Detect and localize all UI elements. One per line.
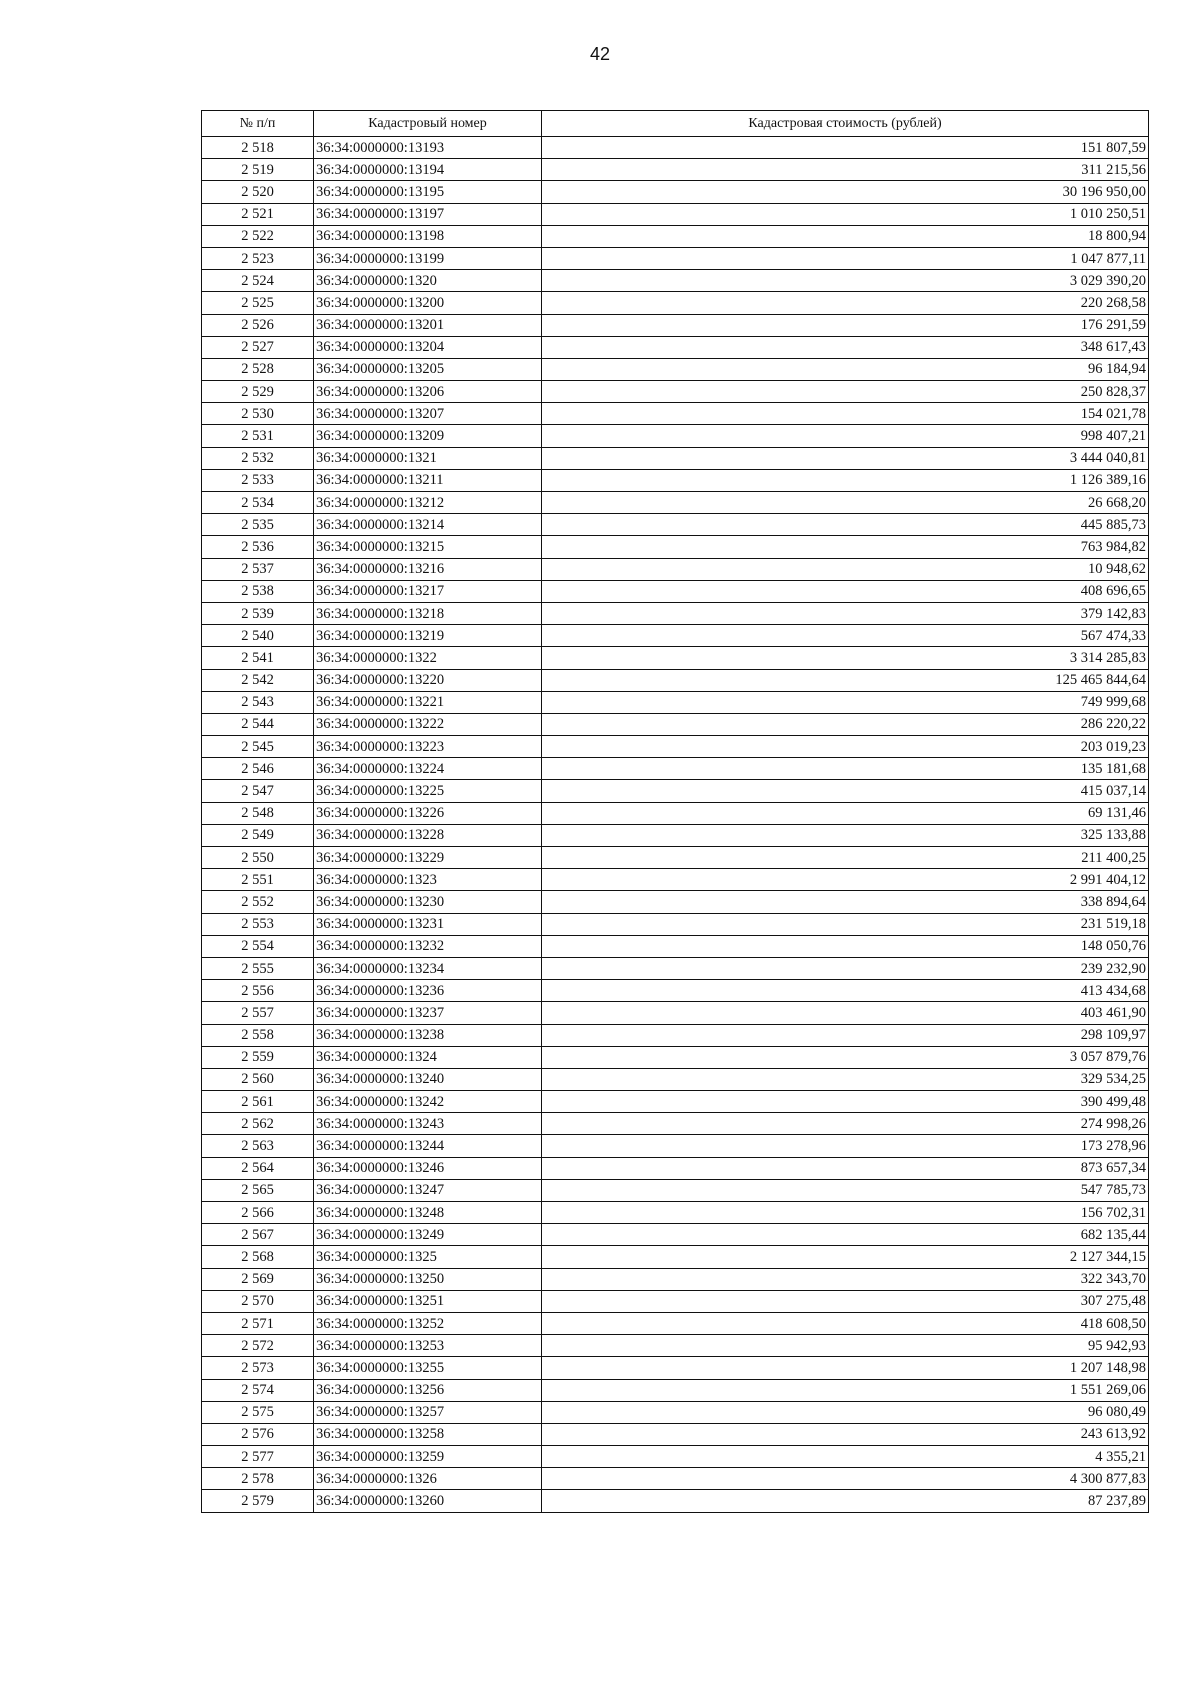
cadastral-value-cell: 1 047 877,11 xyxy=(542,247,1149,269)
cadastral-number-cell: 36:34:0000000:13209 xyxy=(314,425,542,447)
table-row xyxy=(202,891,1149,913)
table-row xyxy=(202,425,1149,447)
row-number-cell: 2 570 xyxy=(202,1290,314,1312)
table-row xyxy=(202,225,1149,247)
cadastral-number-cell: 36:34:0000000:13247 xyxy=(314,1179,542,1201)
cadastral-value-cell: 1 207 148,98 xyxy=(542,1357,1149,1379)
cadastral-value-cell: 379 142,83 xyxy=(542,602,1149,624)
row-number-cell: 2 576 xyxy=(202,1423,314,1445)
cadastral-value-cell: 2 991 404,12 xyxy=(542,869,1149,891)
header-cadastral-number: Кадастровый номер xyxy=(314,111,542,137)
row-number-cell: 2 550 xyxy=(202,847,314,869)
table-row xyxy=(202,1446,1149,1468)
row-number-cell: 2 560 xyxy=(202,1068,314,1090)
cadastral-value-table xyxy=(201,110,1149,1513)
cadastral-value-cell: 2 127 344,15 xyxy=(542,1246,1149,1268)
row-number-cell: 2 565 xyxy=(202,1179,314,1201)
cadastral-value-cell: 1 126 389,16 xyxy=(542,469,1149,491)
row-number-cell: 2 556 xyxy=(202,980,314,1002)
cadastral-value-cell: 148 050,76 xyxy=(542,935,1149,957)
cadastral-value-cell: 390 499,48 xyxy=(542,1091,1149,1113)
row-number-cell: 2 524 xyxy=(202,270,314,292)
cadastral-value-cell: 3 029 390,20 xyxy=(542,270,1149,292)
cadastral-value-cell: 298 109,97 xyxy=(542,1024,1149,1046)
table-row xyxy=(202,580,1149,602)
cadastral-number-cell: 36:34:0000000:13258 xyxy=(314,1423,542,1445)
cadastral-number-cell: 36:34:0000000:13214 xyxy=(314,514,542,536)
cadastral-number-cell: 36:34:0000000:13200 xyxy=(314,292,542,314)
table-row xyxy=(202,558,1149,580)
row-number-cell: 2 555 xyxy=(202,957,314,979)
table-row xyxy=(202,625,1149,647)
table-row xyxy=(202,847,1149,869)
cadastral-number-cell: 36:34:0000000:13212 xyxy=(314,492,542,514)
table-row xyxy=(202,1335,1149,1357)
row-number-cell: 2 548 xyxy=(202,802,314,824)
row-number-cell: 2 572 xyxy=(202,1335,314,1357)
cadastral-number-cell: 36:34:0000000:1324 xyxy=(314,1046,542,1068)
cadastral-value-cell: 135 181,68 xyxy=(542,758,1149,780)
row-number-cell: 2 554 xyxy=(202,935,314,957)
cadastral-value-cell: 311 215,56 xyxy=(542,159,1149,181)
row-number-cell: 2 552 xyxy=(202,891,314,913)
cadastral-value-cell: 286 220,22 xyxy=(542,713,1149,735)
cadastral-number-cell: 36:34:0000000:13226 xyxy=(314,802,542,824)
row-number-cell: 2 563 xyxy=(202,1135,314,1157)
cadastral-number-cell: 36:34:0000000:13243 xyxy=(314,1113,542,1135)
cadastral-value-cell: 69 131,46 xyxy=(542,802,1149,824)
cadastral-number-cell: 36:34:0000000:13194 xyxy=(314,159,542,181)
table-row xyxy=(202,736,1149,758)
cadastral-number-cell: 36:34:0000000:13240 xyxy=(314,1068,542,1090)
cadastral-value-cell: 3 314 285,83 xyxy=(542,647,1149,669)
row-number-cell: 2 558 xyxy=(202,1024,314,1046)
cadastral-number-cell: 36:34:0000000:1323 xyxy=(314,869,542,891)
cadastral-number-cell: 36:34:0000000:13251 xyxy=(314,1290,542,1312)
cadastral-number-cell: 36:34:0000000:13236 xyxy=(314,980,542,1002)
row-number-cell: 2 529 xyxy=(202,381,314,403)
row-number-cell: 2 520 xyxy=(202,181,314,203)
table-row xyxy=(202,1490,1149,1512)
row-number-cell: 2 540 xyxy=(202,625,314,647)
cadastral-number-cell: 36:34:0000000:13244 xyxy=(314,1135,542,1157)
row-number-cell: 2 562 xyxy=(202,1113,314,1135)
row-number-cell: 2 532 xyxy=(202,447,314,469)
row-number-cell: 2 526 xyxy=(202,314,314,336)
cadastral-number-cell: 36:34:0000000:13257 xyxy=(314,1401,542,1423)
cadastral-value-cell: 156 702,31 xyxy=(542,1202,1149,1224)
cadastral-number-cell: 36:34:0000000:13205 xyxy=(314,358,542,380)
cadastral-number-cell: 36:34:0000000:13207 xyxy=(314,403,542,425)
row-number-cell: 2 521 xyxy=(202,203,314,225)
table-row xyxy=(202,1135,1149,1157)
cadastral-number-cell: 36:34:0000000:13211 xyxy=(314,469,542,491)
row-number-cell: 2 536 xyxy=(202,536,314,558)
row-number-cell: 2 568 xyxy=(202,1246,314,1268)
table-row xyxy=(202,469,1149,491)
cadastral-number-cell: 36:34:0000000:13231 xyxy=(314,913,542,935)
table-row xyxy=(202,602,1149,624)
table-row xyxy=(202,691,1149,713)
table-row xyxy=(202,780,1149,802)
cadastral-value-cell: 415 037,14 xyxy=(542,780,1149,802)
cadastral-value-cell: 250 828,37 xyxy=(542,381,1149,403)
table-row xyxy=(202,1202,1149,1224)
table-row xyxy=(202,1157,1149,1179)
row-number-cell: 2 559 xyxy=(202,1046,314,1068)
cadastral-value-cell: 274 998,26 xyxy=(542,1113,1149,1135)
row-number-cell: 2 573 xyxy=(202,1357,314,1379)
cadastral-number-cell: 36:34:0000000:13246 xyxy=(314,1157,542,1179)
table-row xyxy=(202,1268,1149,1290)
cadastral-number-cell: 36:34:0000000:1321 xyxy=(314,447,542,469)
row-number-cell: 2 538 xyxy=(202,580,314,602)
cadastral-number-cell: 36:34:0000000:13222 xyxy=(314,713,542,735)
cadastral-value-cell: 418 608,50 xyxy=(542,1312,1149,1334)
row-number-cell: 2 547 xyxy=(202,780,314,802)
row-number-cell: 2 522 xyxy=(202,225,314,247)
table-row xyxy=(202,802,1149,824)
cadastral-number-cell: 36:34:0000000:13217 xyxy=(314,580,542,602)
table-header xyxy=(202,111,1149,137)
row-number-cell: 2 530 xyxy=(202,403,314,425)
cadastral-value-cell: 998 407,21 xyxy=(542,425,1149,447)
cadastral-number-cell: 36:34:0000000:13206 xyxy=(314,381,542,403)
row-number-cell: 2 527 xyxy=(202,336,314,358)
cadastral-value-cell: 1 010 250,51 xyxy=(542,203,1149,225)
cadastral-number-cell: 36:34:0000000:13204 xyxy=(314,336,542,358)
cadastral-value-cell: 445 885,73 xyxy=(542,514,1149,536)
cadastral-number-cell: 36:34:0000000:13230 xyxy=(314,891,542,913)
row-number-cell: 2 533 xyxy=(202,469,314,491)
cadastral-number-cell: 36:34:0000000:13218 xyxy=(314,602,542,624)
table-row xyxy=(202,1002,1149,1024)
table-row xyxy=(202,1246,1149,1268)
cadastral-number-cell: 36:34:0000000:13256 xyxy=(314,1379,542,1401)
cadastral-number-cell: 36:34:0000000:1325 xyxy=(314,1246,542,1268)
cadastral-number-cell: 36:34:0000000:13193 xyxy=(314,137,542,159)
table-row xyxy=(202,1068,1149,1090)
cadastral-value-cell: 154 021,78 xyxy=(542,403,1149,425)
table-row xyxy=(202,514,1149,536)
row-number-cell: 2 545 xyxy=(202,736,314,758)
cadastral-value-cell: 3 444 040,81 xyxy=(542,447,1149,469)
header-row-number: № п/п xyxy=(202,111,314,137)
cadastral-number-cell: 36:34:0000000:13221 xyxy=(314,691,542,713)
row-number-cell: 2 566 xyxy=(202,1202,314,1224)
cadastral-number-cell: 36:34:0000000:13252 xyxy=(314,1312,542,1334)
row-number-cell: 2 537 xyxy=(202,558,314,580)
cadastral-value-cell: 348 617,43 xyxy=(542,336,1149,358)
cadastral-number-cell: 36:34:0000000:13219 xyxy=(314,625,542,647)
table-row xyxy=(202,381,1149,403)
cadastral-number-cell: 36:34:0000000:13249 xyxy=(314,1224,542,1246)
cadastral-number-cell: 36:34:0000000:1322 xyxy=(314,647,542,669)
table-row xyxy=(202,403,1149,425)
table-row xyxy=(202,824,1149,846)
cadastral-number-cell: 36:34:0000000:13238 xyxy=(314,1024,542,1046)
cadastral-value-cell: 413 434,68 xyxy=(542,980,1149,1002)
cadastral-number-cell: 36:34:0000000:13248 xyxy=(314,1202,542,1224)
cadastral-value-cell: 125 465 844,64 xyxy=(542,669,1149,691)
cadastral-value-cell: 10 948,62 xyxy=(542,558,1149,580)
row-number-cell: 2 543 xyxy=(202,691,314,713)
cadastral-value-cell: 176 291,59 xyxy=(542,314,1149,336)
table-row xyxy=(202,447,1149,469)
cadastral-value-cell: 26 668,20 xyxy=(542,492,1149,514)
cadastral-value-cell: 1 551 269,06 xyxy=(542,1379,1149,1401)
cadastral-value-cell: 30 196 950,00 xyxy=(542,181,1149,203)
table-row xyxy=(202,1423,1149,1445)
cadastral-number-cell: 36:34:0000000:1326 xyxy=(314,1468,542,1490)
table-row xyxy=(202,336,1149,358)
cadastral-value-cell: 682 135,44 xyxy=(542,1224,1149,1246)
table-row xyxy=(202,203,1149,225)
table-row xyxy=(202,1468,1149,1490)
cadastral-number-cell: 36:34:0000000:1320 xyxy=(314,270,542,292)
table-row xyxy=(202,358,1149,380)
table-body xyxy=(202,137,1149,1513)
row-number-cell: 2 531 xyxy=(202,425,314,447)
header-row xyxy=(202,111,1149,137)
table-row xyxy=(202,1379,1149,1401)
cadastral-number-cell: 36:34:0000000:13232 xyxy=(314,935,542,957)
row-number-cell: 2 579 xyxy=(202,1490,314,1512)
row-number-cell: 2 525 xyxy=(202,292,314,314)
cadastral-value-cell: 95 942,93 xyxy=(542,1335,1149,1357)
cadastral-value-cell: 96 080,49 xyxy=(542,1401,1149,1423)
cadastral-number-cell: 36:34:0000000:13237 xyxy=(314,1002,542,1024)
cadastral-number-cell: 36:34:0000000:13242 xyxy=(314,1091,542,1113)
cadastral-number-cell: 36:34:0000000:13224 xyxy=(314,758,542,780)
table-row xyxy=(202,492,1149,514)
cadastral-number-cell: 36:34:0000000:13234 xyxy=(314,957,542,979)
row-number-cell: 2 578 xyxy=(202,1468,314,1490)
cadastral-value-cell: 567 474,33 xyxy=(542,625,1149,647)
table-row xyxy=(202,647,1149,669)
row-number-cell: 2 557 xyxy=(202,1002,314,1024)
row-number-cell: 2 542 xyxy=(202,669,314,691)
cadastral-value-cell: 4 300 877,83 xyxy=(542,1468,1149,1490)
table-row xyxy=(202,913,1149,935)
cadastral-value-cell: 96 184,94 xyxy=(542,358,1149,380)
cadastral-value-cell: 3 057 879,76 xyxy=(542,1046,1149,1068)
cadastral-value-cell: 220 268,58 xyxy=(542,292,1149,314)
cadastral-value-cell: 749 999,68 xyxy=(542,691,1149,713)
table-row xyxy=(202,181,1149,203)
cadastral-number-cell: 36:34:0000000:13201 xyxy=(314,314,542,336)
table-row xyxy=(202,247,1149,269)
row-number-cell: 2 549 xyxy=(202,824,314,846)
cadastral-value-cell: 18 800,94 xyxy=(542,225,1149,247)
cadastral-value-cell: 243 613,92 xyxy=(542,1423,1149,1445)
table-row xyxy=(202,669,1149,691)
cadastral-number-cell: 36:34:0000000:13255 xyxy=(314,1357,542,1379)
row-number-cell: 2 541 xyxy=(202,647,314,669)
cadastral-number-cell: 36:34:0000000:13197 xyxy=(314,203,542,225)
cadastral-value-cell: 403 461,90 xyxy=(542,1002,1149,1024)
cadastral-value-cell: 231 519,18 xyxy=(542,913,1149,935)
table-row xyxy=(202,1357,1149,1379)
cadastral-value-cell: 329 534,25 xyxy=(542,1068,1149,1090)
row-number-cell: 2 528 xyxy=(202,358,314,380)
page-number: 42 xyxy=(589,44,611,64)
cadastral-value-cell: 151 807,59 xyxy=(542,137,1149,159)
cadastral-value-cell: 325 133,88 xyxy=(542,824,1149,846)
cadastral-value-cell: 87 237,89 xyxy=(542,1490,1149,1512)
cadastral-number-cell: 36:34:0000000:13195 xyxy=(314,181,542,203)
row-number-cell: 2 577 xyxy=(202,1446,314,1468)
row-number-cell: 2 553 xyxy=(202,913,314,935)
table-row xyxy=(202,159,1149,181)
cadastral-value-cell: 239 232,90 xyxy=(542,957,1149,979)
header-cadastral-value: Кадастровая стоимость (рублей) xyxy=(542,111,1149,137)
row-number-cell: 2 561 xyxy=(202,1091,314,1113)
cadastral-number-cell: 36:34:0000000:13253 xyxy=(314,1335,542,1357)
table-row xyxy=(202,314,1149,336)
cadastral-number-cell: 36:34:0000000:13198 xyxy=(314,225,542,247)
table-row xyxy=(202,292,1149,314)
cadastral-number-cell: 36:34:0000000:13250 xyxy=(314,1268,542,1290)
table-row xyxy=(202,270,1149,292)
cadastral-number-cell: 36:34:0000000:13228 xyxy=(314,824,542,846)
row-number-cell: 2 539 xyxy=(202,602,314,624)
table-row xyxy=(202,1312,1149,1334)
table-row xyxy=(202,137,1149,159)
cadastral-value-cell: 211 400,25 xyxy=(542,847,1149,869)
row-number-cell: 2 546 xyxy=(202,758,314,780)
cadastral-value-cell: 173 278,96 xyxy=(542,1135,1149,1157)
table-row xyxy=(202,536,1149,558)
table-row xyxy=(202,713,1149,735)
cadastral-value-cell: 203 019,23 xyxy=(542,736,1149,758)
cadastral-number-cell: 36:34:0000000:13220 xyxy=(314,669,542,691)
table-row xyxy=(202,758,1149,780)
row-number-cell: 2 523 xyxy=(202,247,314,269)
table-row xyxy=(202,1091,1149,1113)
table-row xyxy=(202,869,1149,891)
table-row xyxy=(202,1113,1149,1135)
cadastral-value-cell: 322 343,70 xyxy=(542,1268,1149,1290)
cadastral-number-cell: 36:34:0000000:13223 xyxy=(314,736,542,758)
table-row xyxy=(202,1224,1149,1246)
cadastral-value-cell: 4 355,21 xyxy=(542,1446,1149,1468)
cadastral-value-cell: 547 785,73 xyxy=(542,1179,1149,1201)
cadastral-value-cell: 763 984,82 xyxy=(542,536,1149,558)
table-row xyxy=(202,1179,1149,1201)
row-number-cell: 2 571 xyxy=(202,1312,314,1334)
row-number-cell: 2 544 xyxy=(202,713,314,735)
cadastral-value-cell: 307 275,48 xyxy=(542,1290,1149,1312)
table-row xyxy=(202,980,1149,1002)
cadastral-number-cell: 36:34:0000000:13260 xyxy=(314,1490,542,1512)
table-row xyxy=(202,1024,1149,1046)
table-row xyxy=(202,1401,1149,1423)
row-number-cell: 2 534 xyxy=(202,492,314,514)
cadastral-number-cell: 36:34:0000000:13215 xyxy=(314,536,542,558)
cadastral-number-cell: 36:34:0000000:13259 xyxy=(314,1446,542,1468)
cadastral-number-cell: 36:34:0000000:13229 xyxy=(314,847,542,869)
row-number-cell: 2 564 xyxy=(202,1157,314,1179)
table-row xyxy=(202,1046,1149,1068)
cadastral-value-cell: 873 657,34 xyxy=(542,1157,1149,1179)
cadastral-number-cell: 36:34:0000000:13216 xyxy=(314,558,542,580)
cadastral-number-cell: 36:34:0000000:13199 xyxy=(314,247,542,269)
row-number-cell: 2 574 xyxy=(202,1379,314,1401)
row-number-cell: 2 569 xyxy=(202,1268,314,1290)
row-number-cell: 2 567 xyxy=(202,1224,314,1246)
row-number-cell: 2 519 xyxy=(202,159,314,181)
cadastral-value-cell: 338 894,64 xyxy=(542,891,1149,913)
row-number-cell: 2 551 xyxy=(202,869,314,891)
table-row xyxy=(202,1290,1149,1312)
table-row xyxy=(202,957,1149,979)
row-number-cell: 2 535 xyxy=(202,514,314,536)
cadastral-value-cell: 408 696,65 xyxy=(542,580,1149,602)
table-row xyxy=(202,935,1149,957)
row-number-cell: 2 518 xyxy=(202,137,314,159)
row-number-cell: 2 575 xyxy=(202,1401,314,1423)
cadastral-number-cell: 36:34:0000000:13225 xyxy=(314,780,542,802)
